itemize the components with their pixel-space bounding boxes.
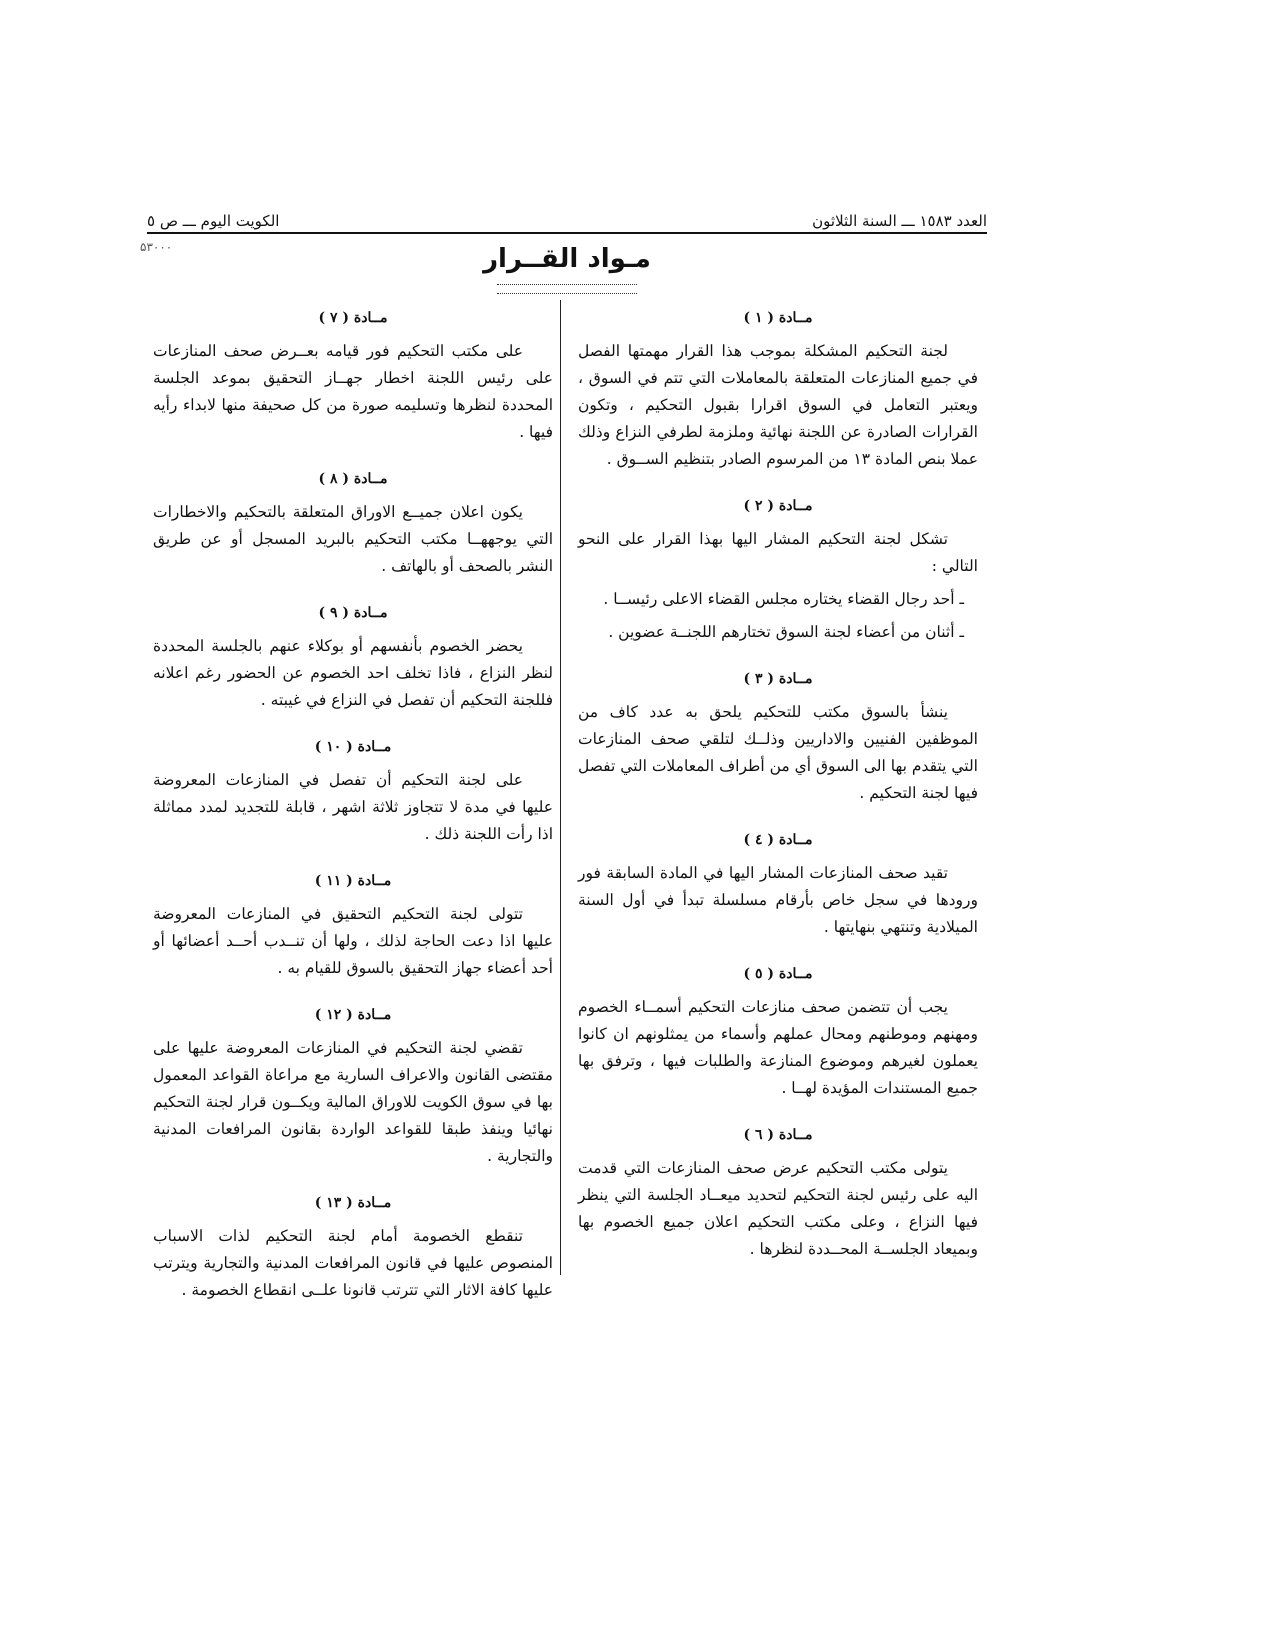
article-text: تشكل لجنة التحكيم المشار اليها بهذا القرار على النحو التالي : xyxy=(578,530,978,575)
article-text: يكون اعلان جميــع الاوراق المتعلقة بالتحكيم والاخطارات التي يوجههــا مكتب التحكيم بالبريد المسجل أو عن طريق النشر بالصحف أو بالهاتف . xyxy=(153,503,553,575)
article-12 xyxy=(153,1002,553,1170)
article-text: يتولى مكتب التحكيم عرض صحف المنازعات التي قدمت اليه على رئيس لجنة التحكيم لتحديد ميعــاد الجلسة التي ينظر فيها النزاع ، وعلى مكتب التحكيم اعلان جميع الخصوم بها وبميعاد الجلســة المحــددة لنظرها . xyxy=(578,1159,978,1258)
corner-mark: ۵۳۰۰۰ xyxy=(140,240,173,254)
article-title: مــادة ( ١٣ ) xyxy=(314,1195,392,1211)
article-text: تتولى لجنة التحكيم التحقيق في المنازعات المعروضة عليها اذا دعت الحاجة لذلك ، ولها أن تنــدب أحــد أعضائها أو أحد أعضاء جهاز التحقيق بالسوق للقيام به . xyxy=(153,905,553,977)
article-title: مــادة ( ١ ) xyxy=(743,310,813,326)
column-divider xyxy=(560,300,561,1275)
article-text: ينشأ بالسوق مكتب للتحكيم يلحق به عدد كاف من الموظفين الفنيين والاداريين وذلــك لتلقي صحف المنازعات التي يتقدم بها الى السوق أي من أطراف المعاملات التي تفصل فيها لجنة التحكيم . xyxy=(578,703,978,802)
article-6 xyxy=(578,1122,978,1263)
page-header xyxy=(147,200,987,230)
title-ornament xyxy=(497,284,637,294)
article-text: لجنة التحكيم المشكلة بموجب هذا القرار مهمتها الفصل في جميع المنازعات المتعلقة بالمعاملات التي تتم في السوق ، ويعتبر التعامل في السوق اقرارا بقبول التحكيم ، وتكون القرارات الصادرة عن اللجنة نهائية وملزمة لطرفي النزاع وذلك عملا بنص المادة ١٣ من المرسوم الصادر بتنظيم الســوق . xyxy=(578,342,978,468)
newspaper-page-label: الكويت اليوم ـــ ص ٥ xyxy=(147,212,280,230)
article-8 xyxy=(153,466,553,580)
article-title: مــادة ( ١١ ) xyxy=(314,873,392,889)
article-title: مــادة ( ٤ ) xyxy=(743,832,813,848)
article-title: مــادة ( ٩ ) xyxy=(318,605,388,621)
article-text: يجب أن تتضمن صحف منازعات التحكيم أسمــاء الخصوم ومهنهم وموطنهم ومحال عملهم وأسماء من يمثلونهم ان كانوا يعملون لغيرهم وموضوع المنازعة والطلبات فيها ، وترفق بها جميع المستندات المؤيدة لهــا . xyxy=(578,998,978,1097)
right-column xyxy=(578,305,978,1283)
article-text: تقيد صحف المنازعات المشار اليها في المادة السابقة فور ورودها في سجل خاص بأرقام مسلسلة تبدأ في أول السنة الميلادية وتنتهي بنهايتها . xyxy=(578,864,978,936)
article-title: مــادة ( ٥ ) xyxy=(743,966,813,982)
article-text: تقضي لجنة التحكيم في المنازعات المعروضة عليها على مقتضى القانون والاعراف السارية مع مراعاة القواعد المعمول بها في سوق الكويت للاوراق المالية ويكــون قرار لجنة التحكيم نهائيا وينفذ طبقا للقواعد الواردة بقانون المرافعات المدنية والتجارية . xyxy=(153,1039,553,1165)
article-title: مــادة ( ١٠ ) xyxy=(314,739,392,755)
article-title: مــادة ( ٨ ) xyxy=(318,471,388,487)
article-text: على مكتب التحكيم فور قيامه بعــرض صحف المنازعات على رئيس اللجنة اخطار جهــاز التحقيق بموعد الجلسة المحددة لنظرها وتسليمه صورة من كل صحيفة منها لابداء رأيه فيها . xyxy=(153,342,553,441)
left-column xyxy=(153,305,553,1324)
article-13 xyxy=(153,1190,553,1304)
list-item: ـ أثنان من أعضاء لجنة السوق تختارهم اللجنــة عضوين . xyxy=(608,623,964,641)
article-7 xyxy=(153,305,553,446)
article-11 xyxy=(153,868,553,982)
article-5 xyxy=(578,961,978,1102)
article-9 xyxy=(153,600,553,714)
list-item: ـ أحد رجال القضاء يختاره مجلس القضاء الاعلى رئيســا . xyxy=(603,590,964,608)
article-title: مــادة ( ٣ ) xyxy=(743,671,813,687)
article-text: يحضر الخصوم بأنفسهم أو بوكلاء عنهم بالجلسة المحددة لنظر النزاع ، فاذا تخلف احد الخصوم عن الحضور رغم اعلانه فللجنة التحكيم أن تفصل في النزاع في غيبته . xyxy=(153,637,553,709)
article-1 xyxy=(578,305,978,473)
article-10 xyxy=(153,734,553,848)
article-3 xyxy=(578,666,978,807)
article-title: مــادة ( ٧ ) xyxy=(318,310,388,326)
article-2 xyxy=(578,493,978,646)
page-title: مـواد القــرار xyxy=(483,244,651,274)
article-title: مــادة ( ٦ ) xyxy=(743,1127,813,1143)
article-title: مــادة ( ١٢ ) xyxy=(314,1007,392,1023)
article-text: تنقطع الخصومة أمام لجنة التحكيم لذات الاسباب المنصوص عليها في قانون المرافعات المدنية والتجارية ويترتب عليها كافة الاثار التي تترتب قانونا علــى انقطاع الخصومة . xyxy=(153,1227,553,1299)
article-title: مــادة ( ٢ ) xyxy=(743,498,813,514)
header-rule xyxy=(147,232,987,234)
article-text: على لجنة التحكيم أن تفصل في المنازعات المعروضة عليها في مدة لا تتجاوز ثلاثة اشهر ، قابلة للتجديد لمدد مماثلة اذا رأت اللجنة ذلك . xyxy=(153,771,553,843)
issue-label: العدد ١٥٨٣ ـــ السنة الثلاثون xyxy=(812,212,987,230)
article-items xyxy=(578,586,978,646)
article-4 xyxy=(578,827,978,941)
